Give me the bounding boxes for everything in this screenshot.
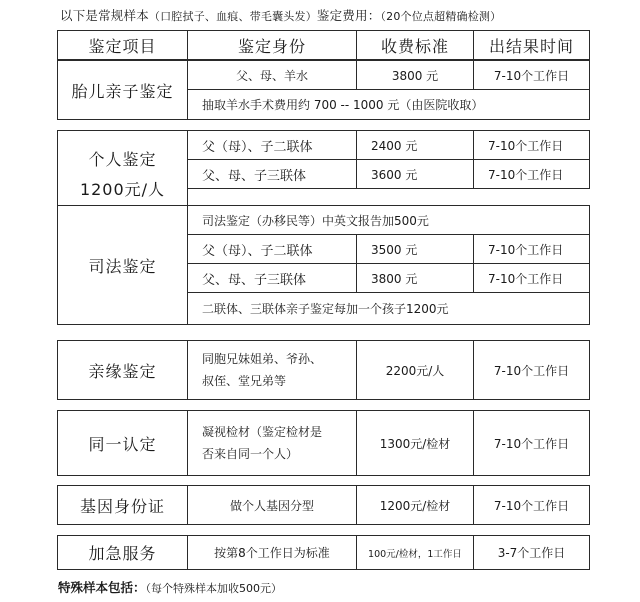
gene-id-fee: 1200元/检材 — [356, 485, 474, 525]
section-gene-id-name: 基因身份证 — [57, 485, 188, 525]
urgent-identity: 按第8个工作日为标准 — [187, 535, 357, 570]
section-personal-name: 个人鉴定 — [88, 150, 157, 169]
identity-check-identity — [187, 410, 357, 476]
fetal-fee: 3800 元 — [356, 60, 474, 90]
gene-id-time: 7-10个工作日 — [473, 485, 590, 525]
personal-identity-2: 父、母、子三联体 — [187, 159, 357, 189]
section-identity-check-name: 同一认定 — [57, 410, 188, 476]
header-time: 出结果时间 — [473, 30, 590, 60]
personal-time-2: 7-10个工作日 — [473, 159, 590, 189]
section-judicial-name: 司法鉴定 — [57, 205, 188, 325]
fetal-time: 7-10个工作日 — [473, 60, 590, 90]
personal-time-1: 7-10个工作日 — [473, 130, 590, 160]
section-urgent-name: 加急服务 — [57, 535, 188, 570]
intro-note: （20个位点超精确检测） — [380, 10, 502, 23]
fetal-identity: 父、母、羊水 — [187, 60, 357, 90]
judicial-fee-2: 3800 元 — [356, 263, 474, 293]
footer-line — [58, 578, 282, 596]
intro-detail: （口腔拭子、血痕、带毛囊头发） — [148, 10, 317, 23]
kinship-identity — [187, 340, 357, 400]
personal-identity-1: 父（母）、子二联体 — [187, 130, 357, 160]
kinship-identity-line-1: 同胞兄妹姐弟、爷孙、 — [202, 352, 323, 366]
fetal-note: 抽取羊水手术费用约 700 -- 1000 元（由医院收取） — [187, 89, 590, 120]
gene-id-identity: 做个人基因分型 — [187, 485, 357, 525]
identity-check-fee: 1300元/检材 — [356, 410, 474, 476]
section-fetal-name: 胎儿亲子鉴定 — [57, 60, 188, 120]
judicial-identity-1: 父（母）、子二联体 — [187, 234, 357, 264]
identity-check-time: 7-10个工作日 — [473, 410, 590, 476]
kinship-time: 7-10个工作日 — [473, 340, 590, 400]
intro-suffix: 鉴定费用： — [316, 8, 381, 23]
judicial-time-1: 7-10个工作日 — [473, 234, 590, 264]
judicial-time-2: 7-10个工作日 — [473, 263, 590, 293]
judicial-note-bottom: 二联体、三联体亲子鉴定每加一个孩子1200元 — [187, 292, 590, 325]
header-identity: 鉴定身份 — [187, 30, 357, 60]
intro-line — [60, 6, 501, 24]
footer-sub: （每个特殊样本加收500元） — [145, 582, 283, 595]
intro-main: 以下是常规样本 — [60, 8, 149, 23]
kinship-identity-line-2: 叔侄、堂兄弟等 — [202, 374, 287, 388]
section-personal-price: 1200元/人 — [79, 180, 166, 199]
header-item: 鉴定项目 — [57, 30, 188, 60]
fee-table — [57, 30, 590, 570]
identity-check-line-2: 否来自同一个人） — [202, 447, 299, 461]
judicial-identity-2: 父、母、子三联体 — [187, 263, 357, 293]
footer-main: 特殊样本包括： — [58, 580, 146, 595]
judicial-note-top: 司法鉴定（办移民等）中英文报告加500元 — [187, 205, 590, 235]
kinship-fee: 2200元/人 — [356, 340, 474, 400]
section-kinship-name: 亲缘鉴定 — [57, 340, 188, 400]
header-fee: 收费标准 — [356, 30, 474, 60]
urgent-fee: 100元/检材，1工作日 — [356, 535, 474, 570]
personal-fee-2: 3600 元 — [356, 159, 474, 189]
urgent-time: 3-7个工作日 — [473, 535, 590, 570]
judicial-fee-1: 3500 元 — [356, 234, 474, 264]
identity-check-line-1: 凝视检材（鉴定检材是 — [202, 425, 323, 439]
personal-fee-1: 2400 元 — [356, 130, 474, 160]
